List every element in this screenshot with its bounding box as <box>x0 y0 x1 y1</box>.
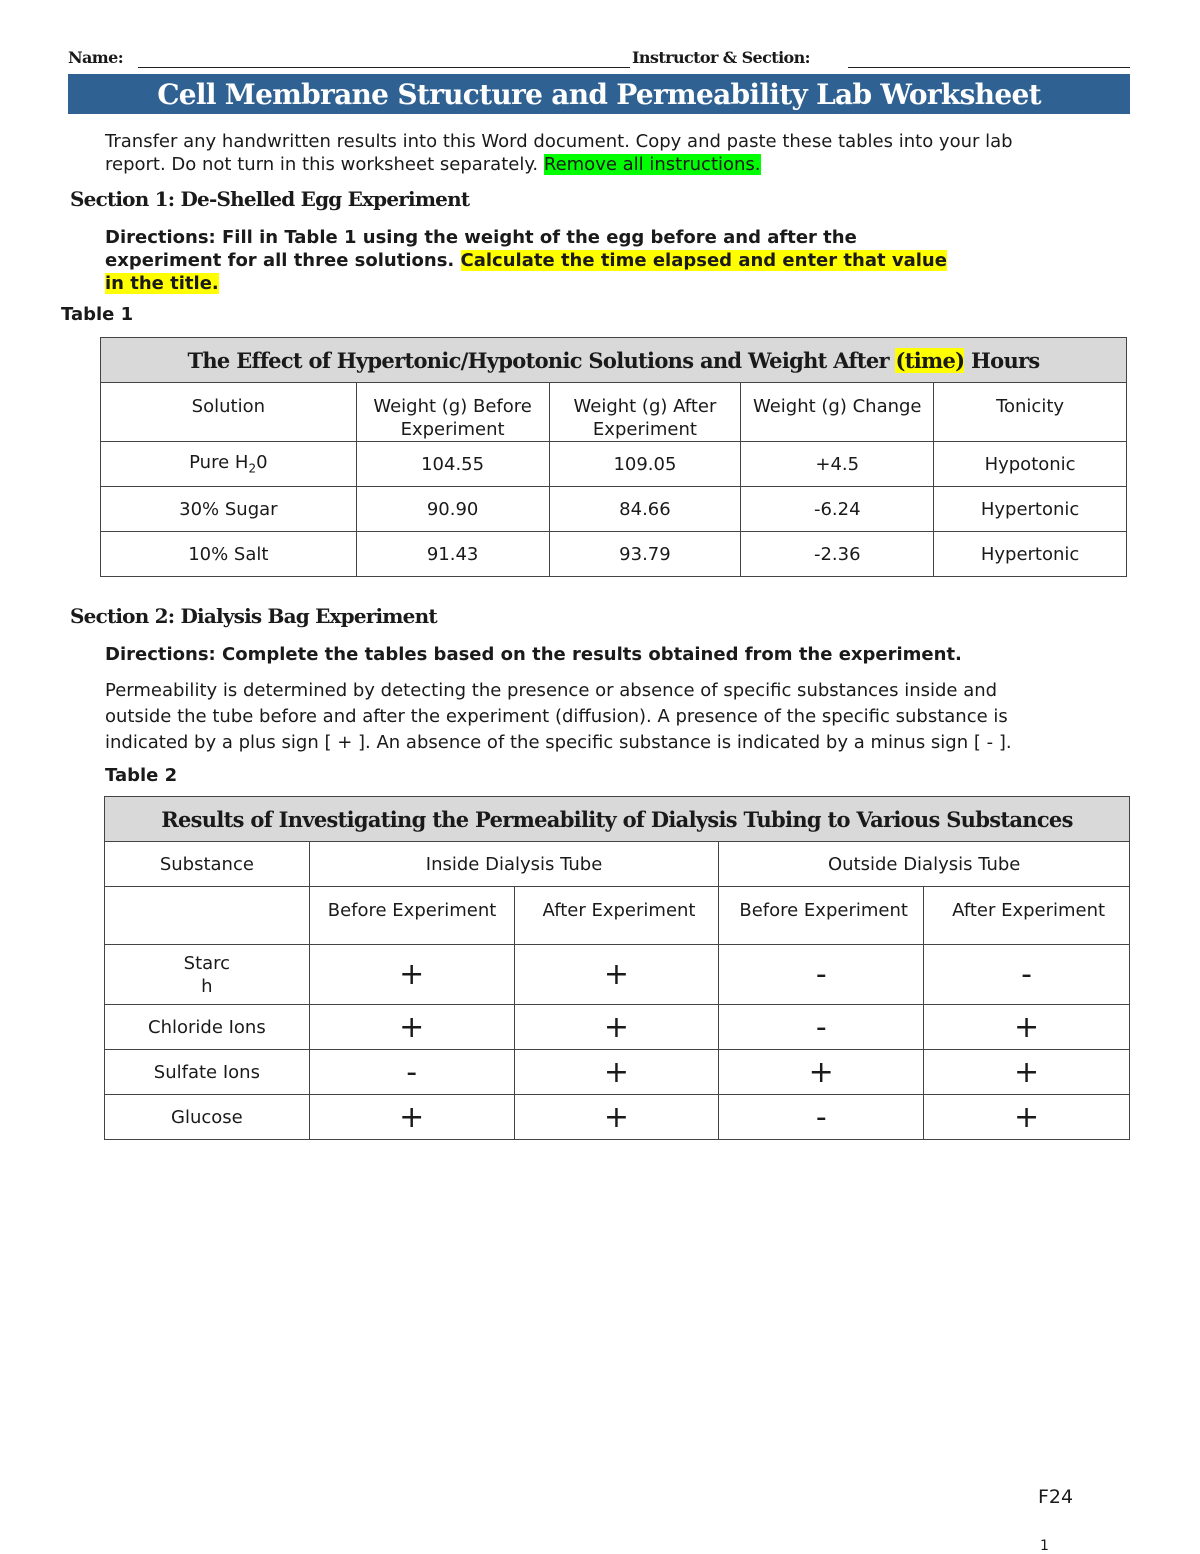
table-2-subheader-inside-before: Before Experiment <box>309 887 514 945</box>
permeability-paragraph <box>105 678 1115 756</box>
table-2-cell-inside-before[interactable]: + <box>309 1095 514 1140</box>
table-2-cell-inside-after[interactable]: + <box>514 945 719 1005</box>
table-1-cell-change[interactable]: -2.36 <box>741 532 934 577</box>
table-2-cell-inside-before[interactable]: - <box>309 1050 514 1095</box>
worksheet-title: Cell Membrane Structure and Permeability Lab Worksheet <box>68 74 1130 114</box>
permeability-line-1: Permeability is determined by detecting the presence or absence of specific substances inside and <box>105 680 998 701</box>
table-2-cell-outside-before[interactable]: - <box>719 1005 924 1050</box>
table-1-caption <box>101 338 1127 383</box>
table-1-label: Table 1 <box>61 304 134 325</box>
name-field-line[interactable] <box>138 67 630 68</box>
table-1-header-weight-before: Weight (g) Before Experiment <box>356 383 549 442</box>
table-row <box>105 1050 1130 1095</box>
table-1-cell-change[interactable]: -6.24 <box>741 487 934 532</box>
table-2-cell-inside-before[interactable]: + <box>309 945 514 1005</box>
table-row <box>105 1005 1130 1050</box>
table-2-cell-outside-before[interactable]: + <box>719 1050 924 1095</box>
table-1-caption-suffix: Hours <box>964 347 1040 373</box>
table-2-cell-outside-before[interactable]: - <box>719 945 924 1005</box>
table-2-cell-substance[interactable]: Glucose <box>105 1095 310 1140</box>
section-2-heading: Section 2: Dialysis Bag Experiment <box>70 604 437 628</box>
solution-name-tail: 0 <box>256 452 268 474</box>
table-2-cell-outside-after[interactable]: + <box>924 1050 1130 1095</box>
table-row <box>105 1095 1130 1140</box>
footer-code: F24 <box>1038 1486 1074 1508</box>
section-1-directions-line-2 <box>105 249 1115 272</box>
table-1-header-weight-change: Weight (g) Change <box>741 383 934 442</box>
in-title-highlight: in the title. <box>105 273 219 294</box>
intro-line-2 <box>105 153 1125 176</box>
table-1-header-tonicity: Tonicity <box>934 383 1127 442</box>
table-2-cell-inside-before[interactable]: + <box>309 1005 514 1050</box>
table-2-subheader-outside-after: After Experiment <box>924 887 1130 945</box>
table-2-subheader-outside-before: Before Experiment <box>719 887 924 945</box>
table-2-cell-inside-after[interactable]: + <box>514 1095 719 1140</box>
table-2-cell-substance[interactable] <box>105 945 310 1005</box>
table-1-cell-after[interactable]: 109.05 <box>549 442 741 487</box>
section-2-directions: Directions: Complete the tables based on the results obtained from the experiment. <box>105 644 962 665</box>
section-1-directions <box>105 226 1115 295</box>
table-2-header-substance: Substance <box>105 842 310 887</box>
table-row <box>101 532 1127 577</box>
table-2-cell-outside-after[interactable]: + <box>924 1005 1130 1050</box>
table-1-cell-solution[interactable]: 10% Salt <box>101 532 357 577</box>
solution-name: Pure H <box>189 452 249 474</box>
table-1-cell-tonicity[interactable]: Hypotonic <box>934 442 1127 487</box>
table-2 <box>104 796 1130 1140</box>
table-2-cell-substance[interactable]: Sulfate Ions <box>105 1050 310 1095</box>
table-1-cell-before[interactable]: 91.43 <box>356 532 549 577</box>
table-1-cell-before[interactable]: 104.55 <box>356 442 549 487</box>
table-2-subheader-empty <box>105 887 310 945</box>
permeability-line-2: outside the tube before and after the experiment (diffusion). A presence of the specific substance is <box>105 706 1008 727</box>
permeability-line-3: indicated by a plus sign [ + ]. An absence of the specific substance is indicated by a minus sign [ - ]. <box>105 732 1012 753</box>
intro-line-1: Transfer any handwritten results into this Word document. Copy and paste these tables into your lab <box>105 131 1013 152</box>
instructor-section-field-line[interactable] <box>848 67 1130 68</box>
table-1-cell-after[interactable]: 93.79 <box>549 532 741 577</box>
table-2-header-outside: Outside Dialysis Tube <box>719 842 1130 887</box>
table-1-header-solution: Solution <box>101 383 357 442</box>
table-2-cell-outside-after[interactable]: + <box>924 1095 1130 1140</box>
table-1-cell-change[interactable]: +4.5 <box>741 442 934 487</box>
table-2-caption: Results of Investigating the Permeability of Dialysis Tubing to Various Substances <box>105 797 1130 842</box>
intro-instructions <box>105 130 1125 176</box>
remove-instructions-highlight: Remove all instructions. <box>543 154 761 175</box>
table-1-cell-solution[interactable]: 30% Sugar <box>101 487 357 532</box>
table-2-cell-inside-after[interactable]: + <box>514 1050 719 1095</box>
table-1 <box>100 337 1127 577</box>
table-1-cell-tonicity[interactable]: Hypertonic <box>934 487 1127 532</box>
substance-name-line-1: Starc <box>183 952 231 974</box>
page-number: 1 <box>1040 1538 1049 1554</box>
table-row <box>101 487 1127 532</box>
table-row <box>105 945 1130 1005</box>
table-row <box>101 442 1127 487</box>
section-1-heading: Section 1: De-Shelled Egg Experiment <box>70 187 470 211</box>
table-1-caption-text: The Effect of Hypertonic/Hypotonic Solutions and Weight After <box>187 347 896 373</box>
table-2-subheader-inside-after: After Experiment <box>514 887 719 945</box>
table-2-cell-inside-after[interactable]: + <box>514 1005 719 1050</box>
header-fields <box>68 48 1130 72</box>
table-2-header-inside: Inside Dialysis Tube <box>309 842 719 887</box>
section-1-directions-line-1: Directions: Fill in Table 1 using the weight of the egg before and after the <box>105 227 857 248</box>
table-1-time-placeholder[interactable]: (time) <box>895 347 965 373</box>
table-1-cell-after[interactable]: 84.66 <box>549 487 741 532</box>
table-1-header-weight-after: Weight (g) After Experiment <box>549 383 741 442</box>
section-1-directions-line-3 <box>105 272 1115 295</box>
table-2-label: Table 2 <box>105 765 178 786</box>
table-1-cell-tonicity[interactable]: Hypertonic <box>934 532 1127 577</box>
table-2-cell-outside-before[interactable]: - <box>719 1095 924 1140</box>
solution-subscript: 2 <box>248 461 257 476</box>
section-1-directions-line-2-text: experiment for all three solutions. <box>105 250 461 271</box>
instructor-section-label: Instructor & Section: <box>632 48 810 67</box>
substance-name-line-2: h <box>201 975 213 997</box>
table-1-cell-before[interactable]: 90.90 <box>356 487 549 532</box>
table-1-cell-solution[interactable] <box>101 442 357 487</box>
table-2-cell-substance[interactable]: Chloride Ions <box>105 1005 310 1050</box>
name-label: Name: <box>68 48 124 67</box>
calculate-time-highlight: Calculate the time elapsed and enter that value <box>460 250 947 271</box>
table-2-cell-outside-after[interactable]: - <box>924 945 1130 1005</box>
intro-line-2-text: report. Do not turn in this worksheet separately. <box>105 154 544 175</box>
